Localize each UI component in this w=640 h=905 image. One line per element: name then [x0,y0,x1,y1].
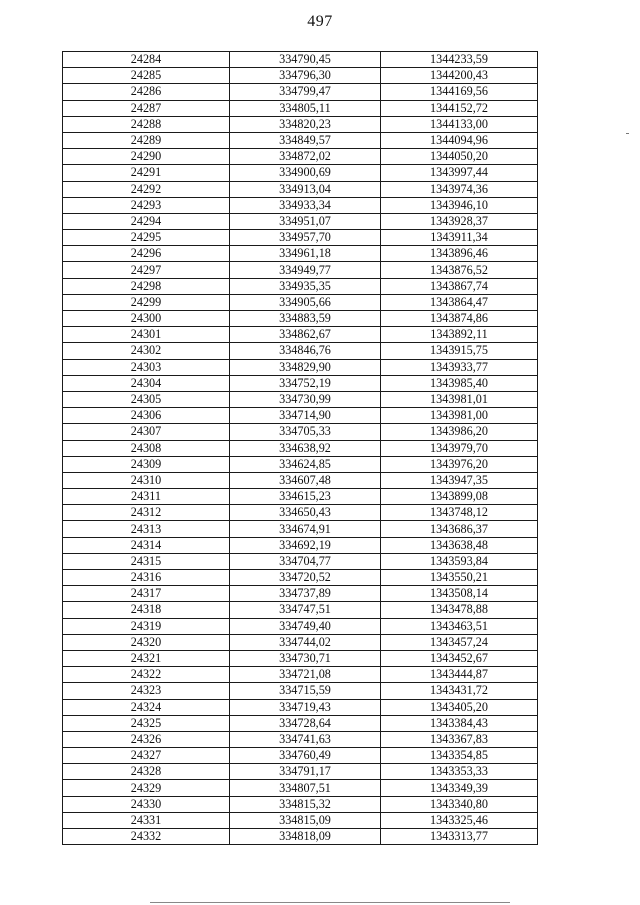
point-number-cell: 24304 [63,375,230,391]
y-coordinate-cell: 1343405,20 [381,699,538,715]
point-number-cell: 24291 [63,165,230,181]
y-coordinate-cell: 1344133,00 [381,116,538,132]
table-row [63,181,538,197]
table-row [63,748,538,764]
y-coordinate-cell: 1343979,70 [381,440,538,456]
point-number-cell: 24303 [63,359,230,375]
point-number-cell: 24308 [63,440,230,456]
y-coordinate-cell: 1343340,80 [381,796,538,812]
table-row [63,84,538,100]
table-row [63,699,538,715]
table-row [63,197,538,213]
table-row [63,213,538,229]
point-number-cell: 24327 [63,748,230,764]
x-coordinate-cell: 334749,40 [230,618,381,634]
point-number-cell: 24293 [63,197,230,213]
x-coordinate-cell: 334719,43 [230,699,381,715]
y-coordinate-cell: 1343353,33 [381,764,538,780]
table-row [63,440,538,456]
y-coordinate-cell: 1343457,24 [381,634,538,650]
point-number-cell: 24324 [63,699,230,715]
point-number-cell: 24298 [63,278,230,294]
table-row [63,294,538,310]
x-coordinate-cell: 334883,59 [230,311,381,327]
x-coordinate-cell: 334949,77 [230,262,381,278]
x-coordinate-cell: 334721,08 [230,667,381,683]
y-coordinate-cell: 1343444,87 [381,667,538,683]
table-row [63,359,538,375]
y-coordinate-cell: 1343986,20 [381,424,538,440]
y-coordinate-cell: 1343638,48 [381,537,538,553]
y-coordinate-cell: 1343981,00 [381,408,538,424]
table-row [63,424,538,440]
y-coordinate-cell: 1343593,84 [381,553,538,569]
point-number-cell: 24326 [63,731,230,747]
y-coordinate-cell: 1343976,20 [381,456,538,472]
y-coordinate-cell: 1343508,14 [381,586,538,602]
point-number-cell: 24322 [63,667,230,683]
y-coordinate-cell: 1344169,56 [381,84,538,100]
point-number-cell: 24301 [63,327,230,343]
x-coordinate-cell: 334818,09 [230,829,381,845]
x-coordinate-cell: 334728,64 [230,715,381,731]
x-coordinate-cell: 334607,48 [230,472,381,488]
point-number-cell: 24294 [63,213,230,229]
point-number-cell: 24287 [63,100,230,116]
point-number-cell: 24321 [63,650,230,666]
y-coordinate-cell: 1343997,44 [381,165,538,181]
y-coordinate-cell: 1343928,37 [381,213,538,229]
table-row [63,731,538,747]
y-coordinate-cell: 1344152,72 [381,100,538,116]
point-number-cell: 24311 [63,489,230,505]
table-row [63,553,538,569]
y-coordinate-cell: 1343686,37 [381,521,538,537]
x-coordinate-cell: 334705,33 [230,424,381,440]
y-coordinate-cell: 1343899,08 [381,489,538,505]
scan-mark [626,133,629,134]
point-number-cell: 24297 [63,262,230,278]
y-coordinate-cell: 1343550,21 [381,570,538,586]
table-row [63,165,538,181]
x-coordinate-cell: 334905,66 [230,294,381,310]
point-number-cell: 24306 [63,408,230,424]
x-coordinate-cell: 334829,90 [230,359,381,375]
x-coordinate-cell: 334815,32 [230,796,381,812]
point-number-cell: 24319 [63,618,230,634]
y-coordinate-cell: 1344094,96 [381,132,538,148]
point-number-cell: 24292 [63,181,230,197]
x-coordinate-cell: 334704,77 [230,553,381,569]
y-coordinate-cell: 1344200,43 [381,68,538,84]
table-row [63,311,538,327]
x-coordinate-cell: 334900,69 [230,165,381,181]
y-coordinate-cell: 1343384,43 [381,715,538,731]
y-coordinate-cell: 1343981,01 [381,391,538,407]
x-coordinate-cell: 334714,90 [230,408,381,424]
y-coordinate-cell: 1343354,85 [381,748,538,764]
point-number-cell: 24289 [63,132,230,148]
point-number-cell: 24286 [63,84,230,100]
x-coordinate-cell: 334624,85 [230,456,381,472]
x-coordinate-cell: 334730,99 [230,391,381,407]
y-coordinate-cell: 1343946,10 [381,197,538,213]
x-coordinate-cell: 334720,52 [230,570,381,586]
y-coordinate-cell: 1343933,77 [381,359,538,375]
table-row [63,650,538,666]
point-number-cell: 24300 [63,311,230,327]
table-row [63,230,538,246]
x-coordinate-cell: 334820,23 [230,116,381,132]
y-coordinate-cell: 1343431,72 [381,683,538,699]
x-coordinate-cell: 334615,23 [230,489,381,505]
table-row [63,829,538,845]
table-row [63,586,538,602]
table-row [63,132,538,148]
x-coordinate-cell: 334815,09 [230,812,381,828]
x-coordinate-cell: 334747,51 [230,602,381,618]
point-number-cell: 24284 [63,52,230,68]
x-coordinate-cell: 334744,02 [230,634,381,650]
table-row [63,327,538,343]
x-coordinate-cell: 334752,19 [230,375,381,391]
y-coordinate-cell: 1343874,86 [381,311,538,327]
point-number-cell: 24307 [63,424,230,440]
table-row [63,683,538,699]
x-coordinate-cell: 334799,47 [230,84,381,100]
y-coordinate-cell: 1344050,20 [381,149,538,165]
table-row [63,570,538,586]
table-row [63,715,538,731]
table-row [63,408,538,424]
point-number-cell: 24312 [63,505,230,521]
y-coordinate-cell: 1343349,39 [381,780,538,796]
table-row [63,764,538,780]
table-row [63,68,538,84]
point-number-cell: 24329 [63,780,230,796]
y-coordinate-cell: 1343367,83 [381,731,538,747]
table-row [63,618,538,634]
table-row [63,343,538,359]
x-coordinate-cell: 334730,71 [230,650,381,666]
table-row [63,780,538,796]
x-coordinate-cell: 334862,67 [230,327,381,343]
y-coordinate-cell: 1343974,36 [381,181,538,197]
table-row [63,52,538,68]
point-number-cell: 24316 [63,570,230,586]
point-number-cell: 24325 [63,715,230,731]
point-number-cell: 24310 [63,472,230,488]
point-number-cell: 24290 [63,149,230,165]
table-row [63,375,538,391]
point-number-cell: 24285 [63,68,230,84]
point-number-cell: 24323 [63,683,230,699]
coordinates-table [62,51,538,845]
point-number-cell: 24315 [63,553,230,569]
x-coordinate-cell: 334692,19 [230,537,381,553]
x-coordinate-cell: 334715,59 [230,683,381,699]
table-row [63,456,538,472]
table-row [63,489,538,505]
y-coordinate-cell: 1343896,46 [381,246,538,262]
y-coordinate-cell: 1344233,59 [381,52,538,68]
x-coordinate-cell: 334807,51 [230,780,381,796]
x-coordinate-cell: 334961,18 [230,246,381,262]
point-number-cell: 24331 [63,812,230,828]
x-coordinate-cell: 334790,45 [230,52,381,68]
y-coordinate-cell: 1343452,67 [381,650,538,666]
x-coordinate-cell: 334935,35 [230,278,381,294]
table-row [63,116,538,132]
y-coordinate-cell: 1343947,35 [381,472,538,488]
y-coordinate-cell: 1343892,11 [381,327,538,343]
table-row [63,667,538,683]
point-number-cell: 24330 [63,796,230,812]
table-row [63,634,538,650]
table-row [63,537,538,553]
point-number-cell: 24317 [63,586,230,602]
table-row [63,472,538,488]
point-number-cell: 24299 [63,294,230,310]
table-row [63,602,538,618]
x-coordinate-cell: 334638,92 [230,440,381,456]
y-coordinate-cell: 1343748,12 [381,505,538,521]
x-coordinate-cell: 334957,70 [230,230,381,246]
point-number-cell: 24328 [63,764,230,780]
x-coordinate-cell: 334805,11 [230,100,381,116]
table-row [63,796,538,812]
point-number-cell: 24320 [63,634,230,650]
table-row [63,391,538,407]
point-number-cell: 24313 [63,521,230,537]
x-coordinate-cell: 334674,91 [230,521,381,537]
table-row [63,521,538,537]
x-coordinate-cell: 334760,49 [230,748,381,764]
table-row [63,100,538,116]
y-coordinate-cell: 1343478,88 [381,602,538,618]
y-coordinate-cell: 1343985,40 [381,375,538,391]
table-row [63,149,538,165]
x-coordinate-cell: 334872,02 [230,149,381,165]
x-coordinate-cell: 334846,76 [230,343,381,359]
x-coordinate-cell: 334913,04 [230,181,381,197]
bottom-rule [150,902,510,903]
page-number: 497 [307,13,333,30]
table-row [63,278,538,294]
y-coordinate-cell: 1343463,51 [381,618,538,634]
y-coordinate-cell: 1343876,52 [381,262,538,278]
table-row [63,246,538,262]
y-coordinate-cell: 1343864,47 [381,294,538,310]
x-coordinate-cell: 334791,17 [230,764,381,780]
point-number-cell: 24302 [63,343,230,359]
table-row [63,505,538,521]
x-coordinate-cell: 334796,30 [230,68,381,84]
table-body [63,52,538,845]
x-coordinate-cell: 334741,63 [230,731,381,747]
y-coordinate-cell: 1343911,34 [381,230,538,246]
x-coordinate-cell: 334951,07 [230,213,381,229]
point-number-cell: 24309 [63,456,230,472]
point-number-cell: 24288 [63,116,230,132]
y-coordinate-cell: 1343915,75 [381,343,538,359]
table-row [63,812,538,828]
point-number-cell: 24314 [63,537,230,553]
point-number-cell: 24296 [63,246,230,262]
x-coordinate-cell: 334933,34 [230,197,381,213]
x-coordinate-cell: 334650,43 [230,505,381,521]
point-number-cell: 24295 [63,230,230,246]
table-row [63,262,538,278]
point-number-cell: 24332 [63,829,230,845]
x-coordinate-cell: 334737,89 [230,586,381,602]
y-coordinate-cell: 1343313,77 [381,829,538,845]
point-number-cell: 24318 [63,602,230,618]
x-coordinate-cell: 334849,57 [230,132,381,148]
y-coordinate-cell: 1343867,74 [381,278,538,294]
point-number-cell: 24305 [63,391,230,407]
y-coordinate-cell: 1343325,46 [381,812,538,828]
